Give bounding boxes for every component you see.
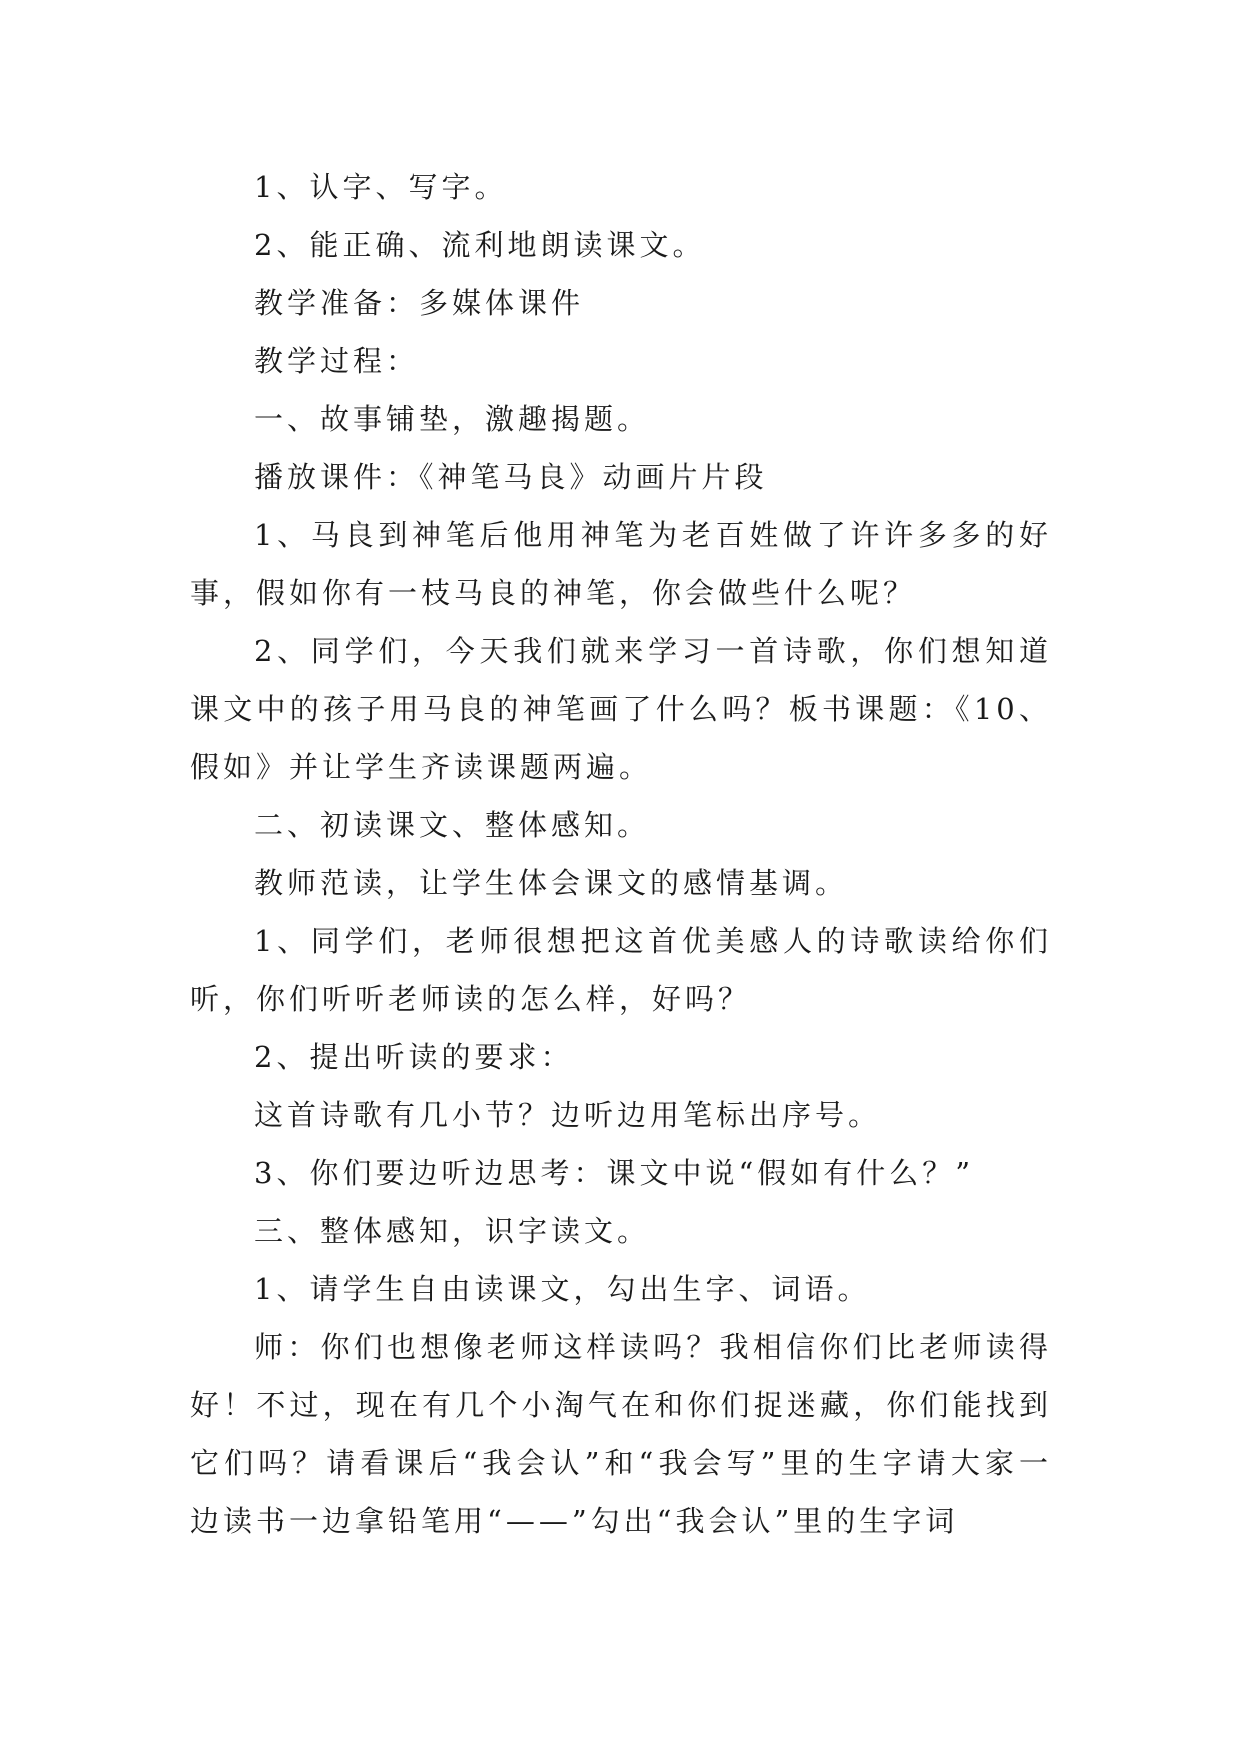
paragraph-teaching-process-heading: 教学过程： <box>254 344 420 378</box>
section-heading-3: 三、整体感知，识字读文。 <box>254 1214 651 1248</box>
paragraph-teacher-dialogue: 师：你们也想像老师这样读吗？我相信你们比老师读得好！不过，现在有几个小淘气在和你们捉迷藏，你们能找到它们吗？请看课后“我会认”和“我会写”里的生字请大家一边读书一边拿铅笔用“——”勾出“我会认”里的生字词 <box>190 1330 1052 1538</box>
paragraph-step-1-2: 2、同学们，今天我们就来学习一首诗歌，你们想知道课文中的孩子用马良的神笔画了什么吗？板书课题：《10、假如》并让学生齐读课题两遍。 <box>190 634 1052 784</box>
section-heading-2: 二、初读课文、整体感知。 <box>254 808 651 842</box>
paragraph-step-2-1: 1、同学们，老师很想把这首优美感人的诗歌读给你们听，你们听听老师读的怎么样，好吗？ <box>190 924 1052 1016</box>
paragraph-objective-1: 1、认字、写字。 <box>254 170 508 204</box>
paragraph-step-2-2: 2、提出听读的要求： <box>254 1040 574 1074</box>
paragraph-play-courseware: 播放课件：《神笔马良》动画片片段 <box>254 460 768 494</box>
paragraph-step-2-3: 3、你们要边听边思考：课文中说“假如有什么？” <box>254 1156 975 1190</box>
paragraph-teaching-preparation: 教学准备：多媒体课件 <box>254 286 585 320</box>
paragraph-step-3-1: 1、请学生自由读课文，勾出生字、词语。 <box>254 1272 871 1306</box>
paragraph-objective-2: 2、能正确、流利地朗读课文。 <box>254 228 706 262</box>
paragraph-step-1-1: 1、马良到神笔后他用神笔为老百姓做了许许多多的好事，假如你有一枝马良的神笔，你会做些什么呢？ <box>190 518 1052 610</box>
paragraph-teacher-reading: 教师范读，让学生体会课文的感情基调。 <box>254 866 849 900</box>
section-heading-1: 一、故事铺垫，激趣揭题。 <box>254 402 651 436</box>
paragraph-step-2-2-detail: 这首诗歌有几小节？边听边用笔标出序号。 <box>254 1098 882 1132</box>
document-body <box>190 158 1052 1550</box>
